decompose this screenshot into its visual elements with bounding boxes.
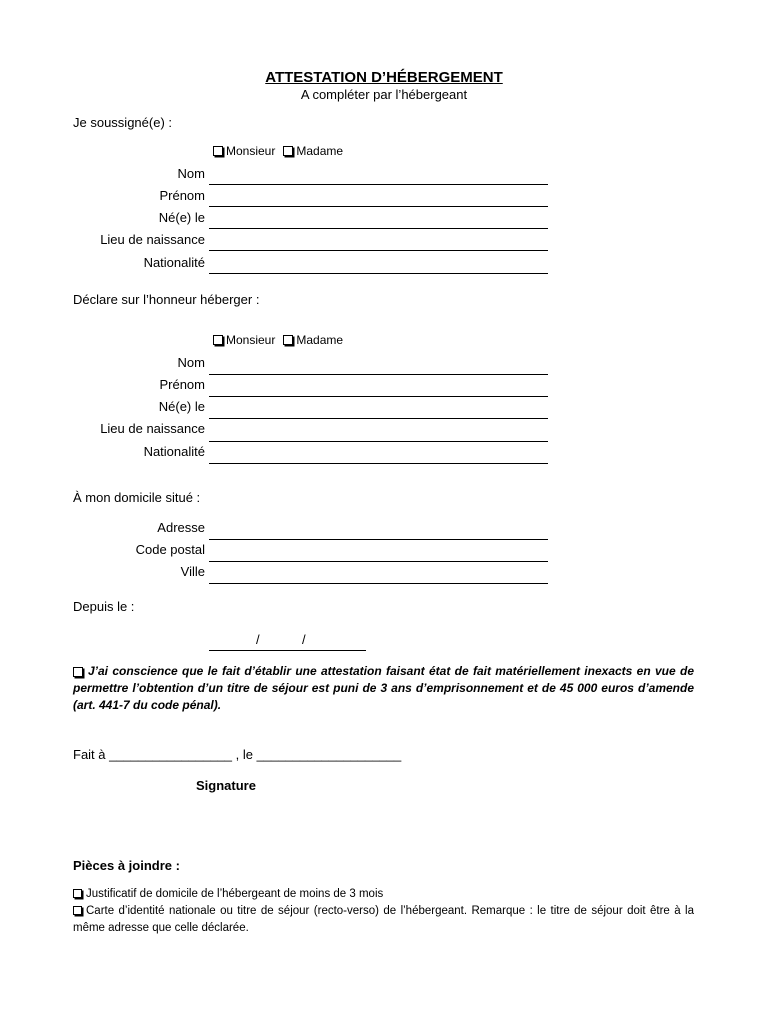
civility-label: Madame	[296, 333, 344, 347]
list-item	[73, 886, 694, 903]
field-line-nationalite[interactable]	[209, 463, 548, 464]
field-label-ville: Ville	[180, 564, 205, 579]
signature-label: Signature	[196, 778, 256, 793]
field-label-nom: Nom	[177, 166, 205, 181]
document-subtitle: A compléter par l’hébergeant	[300, 87, 468, 102]
document-title: ATTESTATION D’HÉBERGEMENT	[265, 69, 503, 86]
civility-option-monsieur[interactable]	[213, 333, 275, 347]
section-heading-since: Depuis le :	[73, 599, 135, 614]
attachment-text: Carte d’identité nationale ou titre de séjour (recto-verso) de l’hébergeant. Remarque : le titre de séjour doit être à la même adresse que celle déclarée.	[73, 905, 694, 934]
field-line-ville[interactable]	[209, 583, 548, 584]
civility-choice-guest	[213, 333, 347, 347]
field-label-nationalite: Nationalité	[143, 255, 205, 270]
field-label-date-naissance: Né(e) le	[158, 210, 205, 225]
field-line-nom[interactable]	[209, 374, 548, 375]
checkbox-icon[interactable]	[73, 667, 83, 677]
field-label-adresse: Adresse	[157, 520, 205, 535]
civility-choice-signatory	[213, 144, 347, 158]
field-line-code-postal[interactable]	[209, 561, 548, 562]
field-label-lieu-naissance: Lieu de naissance	[100, 232, 205, 247]
checkbox-icon[interactable]	[73, 889, 82, 898]
field-line-adresse[interactable]	[209, 539, 548, 540]
field-label-lieu-naissance: Lieu de naissance	[100, 421, 205, 436]
field-line-lieu-naissance[interactable]	[209, 250, 548, 251]
checkbox-icon[interactable]	[213, 146, 223, 156]
checkbox-icon[interactable]	[283, 335, 293, 345]
checkbox-icon[interactable]	[73, 906, 82, 915]
civility-option-monsieur[interactable]	[213, 144, 275, 158]
field-line-date-naissance[interactable]	[209, 418, 548, 419]
list-item	[73, 903, 694, 937]
field-line-nationalite[interactable]	[209, 273, 548, 274]
field-label-nom: Nom	[177, 355, 205, 370]
attachment-text: Justificatif de domicile de l’hébergeant de moins de 3 mois	[86, 888, 384, 900]
civility-option-madame[interactable]	[283, 144, 343, 158]
civility-option-madame[interactable]	[283, 333, 343, 347]
date-separator: /	[302, 632, 306, 647]
section-heading-guest: Déclare sur l’honneur héberger :	[73, 292, 260, 307]
place-date-line: Fait à _________________ , le ____________________	[73, 747, 402, 762]
attachments-list	[73, 886, 694, 937]
field-line-nom[interactable]	[209, 184, 548, 185]
field-line-date-naissance[interactable]	[209, 228, 548, 229]
field-label-code-postal: Code postal	[135, 542, 205, 557]
field-line-prenom[interactable]	[209, 206, 548, 207]
field-line-prenom[interactable]	[209, 396, 548, 397]
attachments-title: Pièces à joindre :	[73, 858, 180, 873]
checkbox-icon[interactable]	[283, 146, 293, 156]
field-label-date-naissance: Né(e) le	[158, 399, 205, 414]
field-label-nationalite: Nationalité	[143, 444, 205, 459]
section-heading-address: À mon domicile situé :	[73, 490, 201, 505]
section-heading-signatory: Je soussigné(e) :	[73, 115, 172, 130]
civility-label: Madame	[296, 144, 344, 158]
legal-warning	[73, 663, 694, 714]
date-field-since[interactable]	[209, 632, 366, 651]
legal-warning-text: J’ai conscience que le fait d’établir une attestation faisant état de fait matériellement inexacts en vue de permettre l’obtention d’un titre de séjour est puni de 3 ans d’emprisonnement et de 45 000 euros d’amende (art. 441-7 du code pénal).	[73, 664, 694, 712]
checkbox-icon[interactable]	[213, 335, 223, 345]
civility-label: Monsieur	[226, 144, 276, 158]
field-label-prenom: Prénom	[159, 377, 205, 392]
field-label-prenom: Prénom	[159, 188, 205, 203]
date-separator: /	[256, 632, 260, 647]
civility-label: Monsieur	[226, 333, 276, 347]
field-line-lieu-naissance[interactable]	[209, 441, 548, 442]
